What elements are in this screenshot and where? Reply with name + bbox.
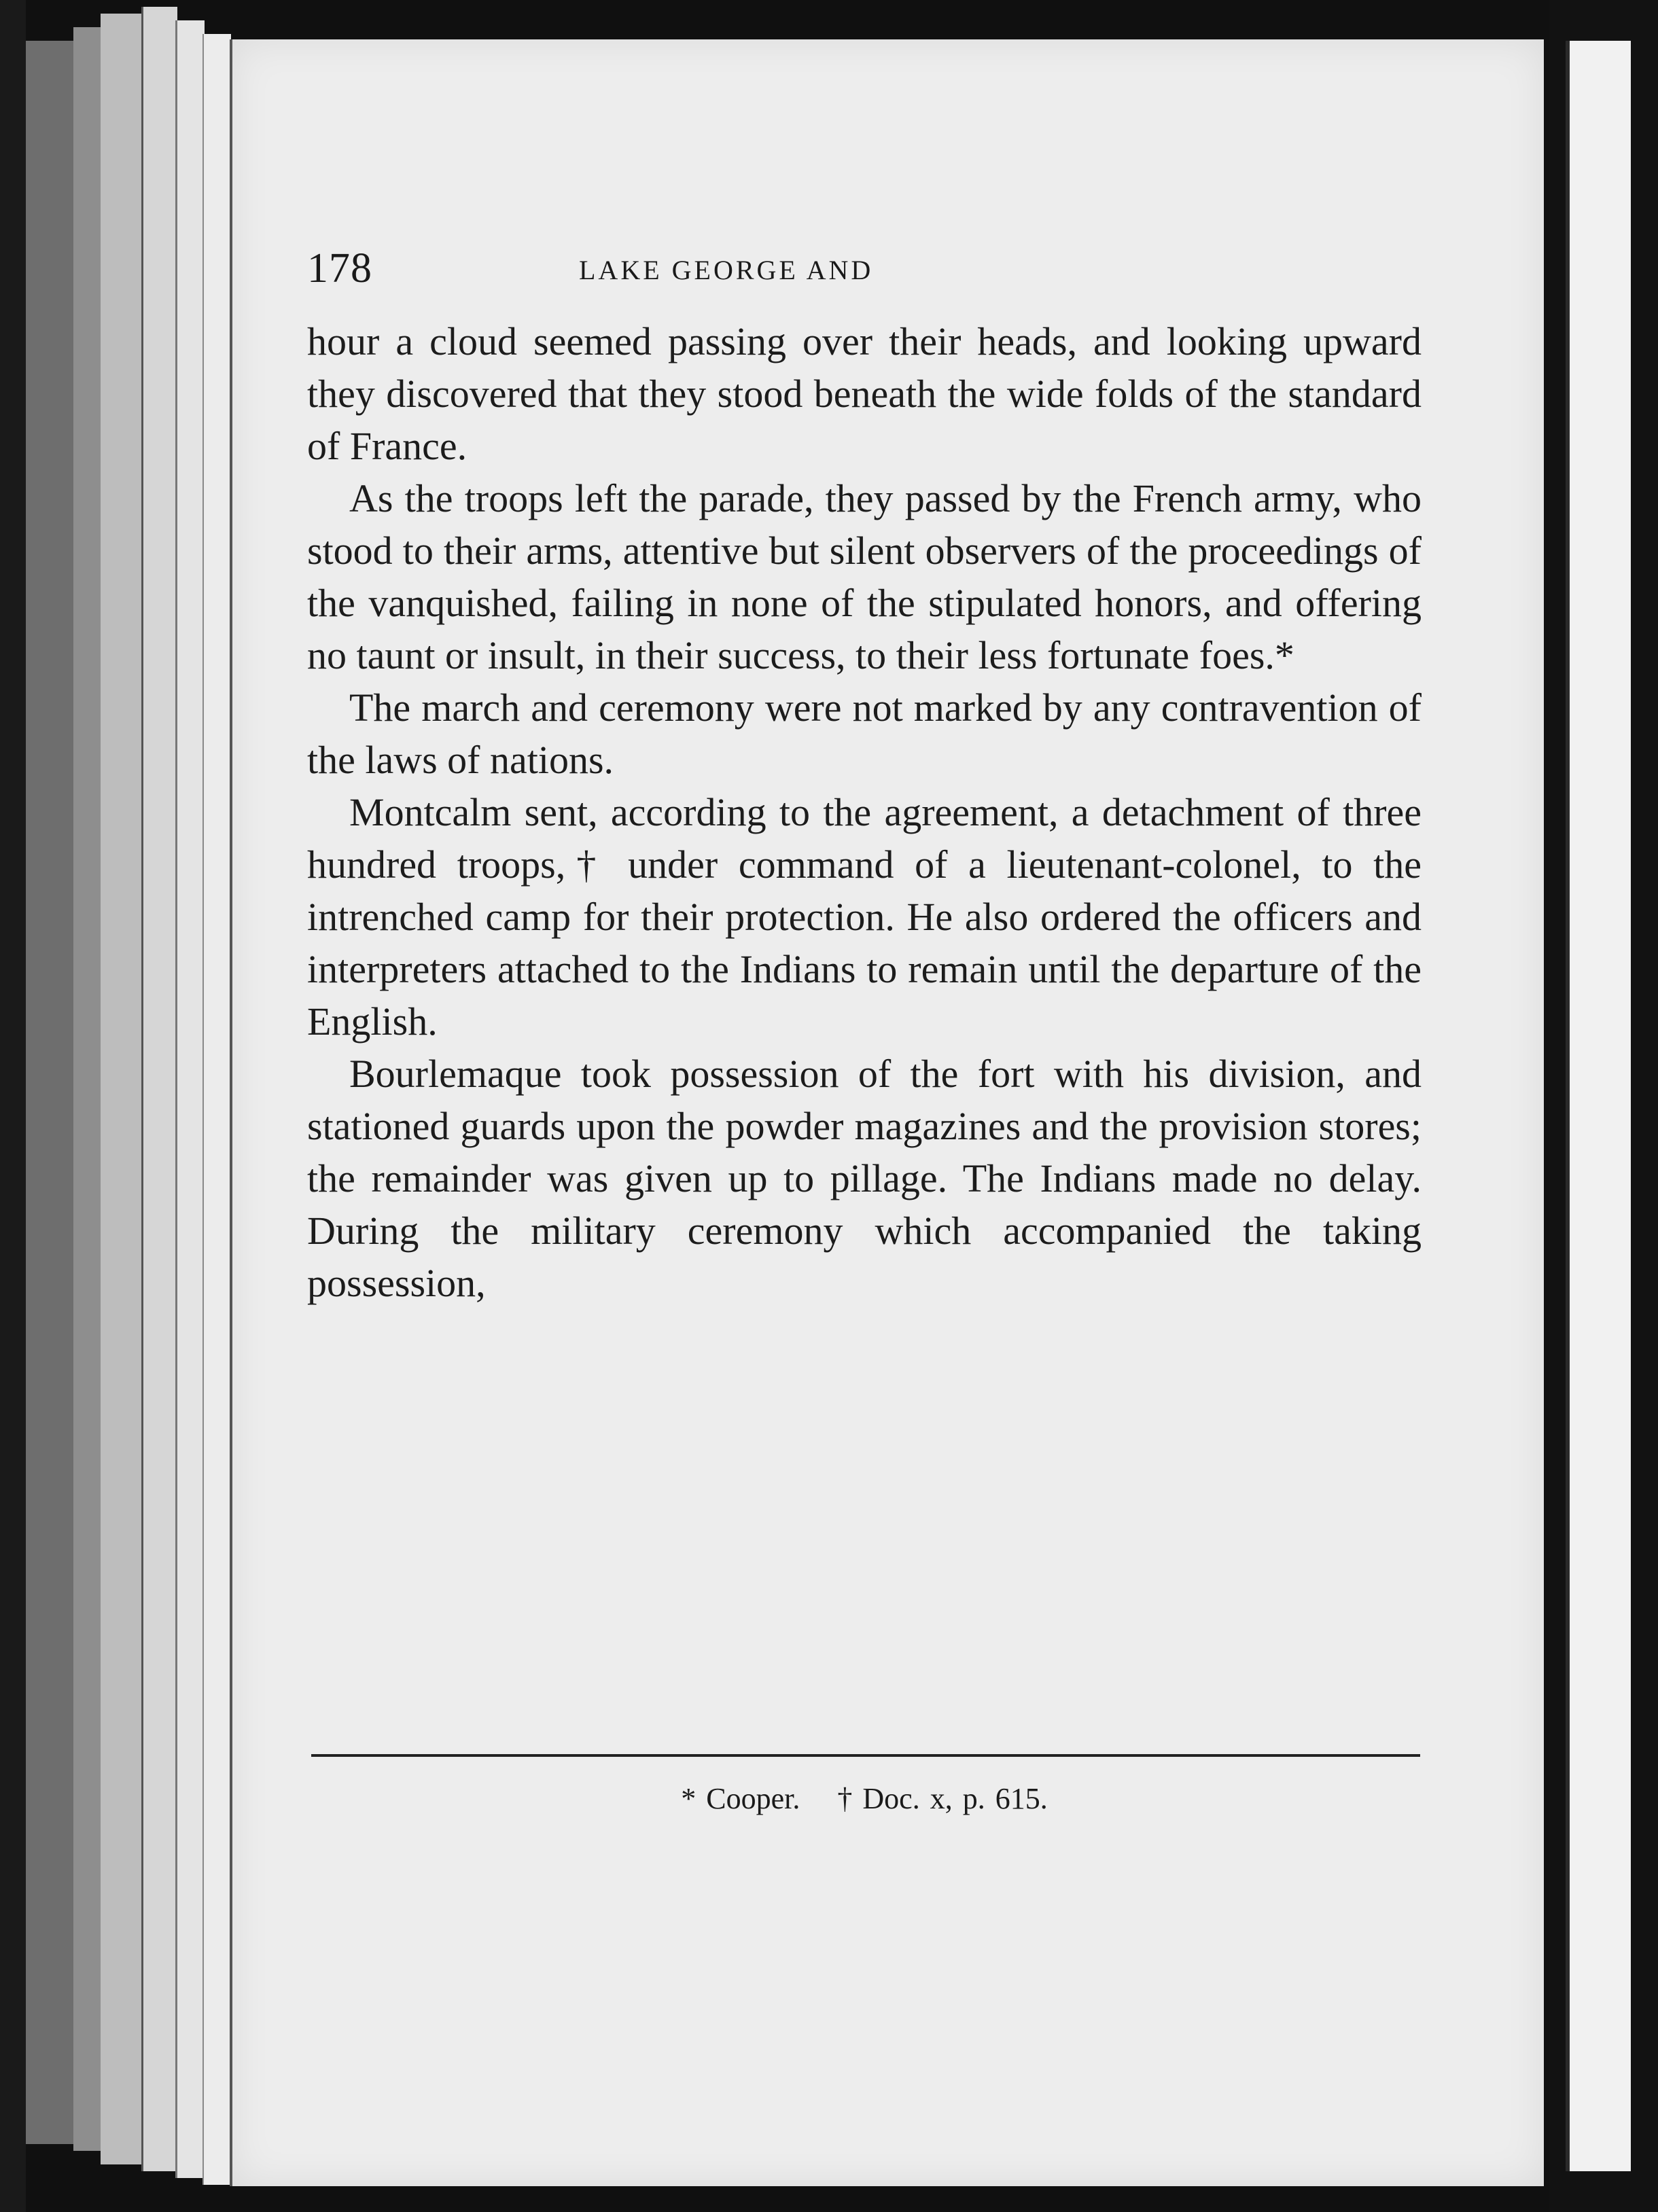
page-edge xyxy=(202,34,231,2185)
page-number: 178 xyxy=(307,245,372,291)
running-head: LAKE GEORGE AND xyxy=(579,255,874,285)
paragraph: Bourlemaque took possession of the fort with his division, and stationed guards upon the powder magazines and the provision stores; the remainder was given up to pillage. The Indians made no delay. During the military ceremony which accompanied the taking possession, xyxy=(307,1052,1422,1305)
body-text xyxy=(307,315,1422,1309)
footnote-doc: † Doc. x, p. 615. xyxy=(837,1782,1048,1815)
page-header xyxy=(307,245,1422,306)
page-edge xyxy=(141,7,177,2171)
footnotes xyxy=(307,1781,1422,1816)
book-edge xyxy=(73,27,101,2151)
book-edge xyxy=(26,41,73,2144)
footnote-cooper: * Cooper. xyxy=(681,1782,800,1815)
page-edge xyxy=(175,20,205,2178)
facing-page-edge xyxy=(1566,41,1631,2171)
paragraph: The march and ceremony were not marked by any contravention of the laws of nations. xyxy=(307,685,1422,782)
paragraph: As the troops left the parade, they passed by the French army, who stood to their arms, attentive but silent observers of the proceedings of the vanquished, failing in none of the stipulated honors, and offering no taunt or insult, in their success, to their less fortunate foes.* xyxy=(307,476,1422,677)
paragraph: hour a cloud seemed passing over their heads, and looking upward they discovered that they stood beneath the wide folds of the standard of France. xyxy=(307,319,1422,468)
footnote-divider xyxy=(311,1754,1420,1757)
page-edge xyxy=(101,14,141,2164)
paragraph: Montcalm sent, according to the agreement, a detachment of three hundred troops,† under command of a lieutenant-colonel, to the intrenched camp for their protection. He also ordered the officers and interpreters attached to the Indians to remain until the departure of the English. xyxy=(307,790,1422,1043)
book-edge xyxy=(0,0,26,2212)
